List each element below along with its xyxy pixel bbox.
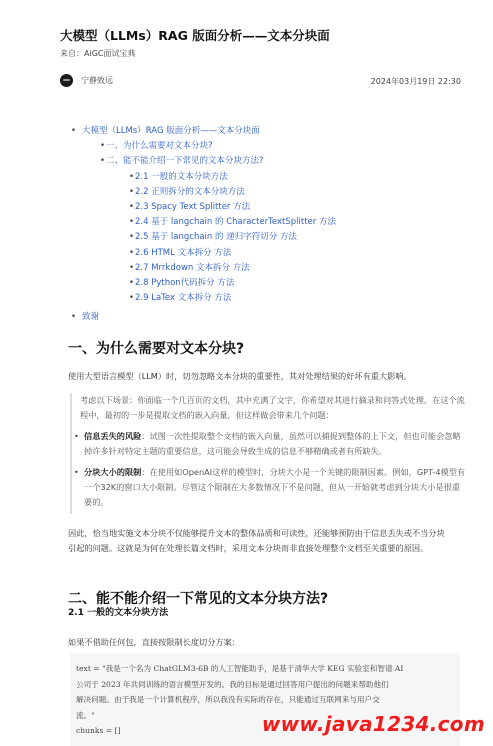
toc-link[interactable]: • 致谢	[78, 310, 336, 325]
toc-link[interactable]: • 2.8 Python代码拆分 方法	[78, 276, 336, 291]
code-line: 流。"	[76, 710, 95, 720]
section2-intro: 如果不借助任何包，直接按限制长度切分方案：	[68, 637, 240, 647]
document-title: 大模型（LLMs）RAG 版面分析——文本分块面	[60, 28, 330, 43]
table-of-contents	[78, 124, 336, 326]
code-line: chunks = []	[76, 726, 121, 736]
code-line: text = "我是一个名为 ChatGLM3-6B 的人工智能助手，是基于清华大学 KEG 实验室和智谱 AI	[76, 664, 404, 673]
sub-heading-2-1: 2.1 一般的文本分块方法	[68, 608, 169, 618]
section1-conclusion: 因此，恰当地实施文本分块不仅能够提升文本的整体品质和可读性，还能够预防由于信息丢失或不当分块引起的问题。这就是为何在处理长篇文档时，采用文本分块而非直接处理整个文档至关重要的原因。	[68, 528, 445, 553]
source-line: 来自：AiGC面试宝典	[60, 49, 136, 58]
publish-date: 2024年03月19日 22:30	[370, 77, 461, 86]
bullet-text: ：在使用如OpenAI这样的模型时，分块大小是一个关键的限制因素。例如，GPT-4模型有一个32K的窗口大小限制。尽管这个限制在大多数情况下不是问题，但从一开始就考虑到分块大小是很重要的。	[84, 467, 466, 507]
blockquote	[70, 393, 468, 514]
avatar[interactable]	[60, 74, 73, 87]
toc-link[interactable]: • 二、能不能介绍一下常见的文本分块方法?	[78, 154, 336, 169]
toc-link[interactable]: • 大模型（LLMs）RAG 版面分析——文本分块面	[78, 124, 336, 139]
toc-link[interactable]: • 2.1 一般的文本分块方法	[78, 170, 336, 185]
toc-link[interactable]: • 2.3 Spacy Text Splitter 方法	[78, 200, 336, 215]
toc-link[interactable]: • 2.4 基于 langchain 的 CharacterTextSplitter 方法	[78, 215, 336, 230]
author-name[interactable]: 宁静致远	[81, 76, 113, 85]
toc-link[interactable]: • 2.7 Mrrkdown 文本拆分 方法	[78, 261, 336, 276]
toc-link[interactable]: • 2.9 LaTex 文本拆分 方法	[78, 291, 336, 306]
code-line: 解决问题。由于我是一个计算机程序，所以我没有实际的存在，只能通过互联网来与用户交	[76, 695, 380, 705]
bullet-label: 分块大小的限制	[84, 467, 142, 477]
watermark: www.java1234.com	[261, 712, 485, 736]
quote-text: 考虑以下场景：你面临一个几百页的文档，其中充满了文字，你希望对其进行摘录和问答式处理。在这个流程中，最初的一步是提取文档的嵌入向量，但这样做会带来几个问题：	[80, 395, 465, 420]
section1-intro: 使用大型语言模型（LLM）时，切勿忽略文本分块的重要性，其对处理结果的好坏有重大影响。	[68, 371, 412, 381]
toc-link[interactable]: • 2.6 HTML 文本拆分 方法	[78, 246, 336, 261]
toc-link[interactable]: • 2.2 正则拆分的文本分块方法	[78, 185, 336, 200]
toc-link[interactable]: • 一、为什么需要对文本分块?	[78, 139, 336, 154]
bullet-label: 信息丢失的风险	[84, 431, 142, 441]
list-item	[80, 429, 468, 459]
code-line: 公司于 2023 年共同训练的语言模型开发的。我的目标是通过回答用户提出的问题来帮助他们	[76, 679, 389, 689]
list-item	[80, 465, 468, 510]
toc-link[interactable]: • 2.5 基于 langchain 的 递归字符切分 方法	[78, 230, 336, 245]
bullet-text: ：试图一次性提取整个文档的嵌入向量，虽然可以捕捉到整体的上下文，但也可能会忽略掉许多针对特定主题的重要信息，这可能会导致生成的信息不够精确或者有所缺失。	[84, 431, 461, 456]
author-block[interactable]	[60, 74, 113, 87]
section-heading-1: 一、为什么需要对文本分块?	[68, 341, 245, 357]
section-heading-2: 二、能不能介绍一下常见的文本分块方法?	[68, 591, 329, 607]
